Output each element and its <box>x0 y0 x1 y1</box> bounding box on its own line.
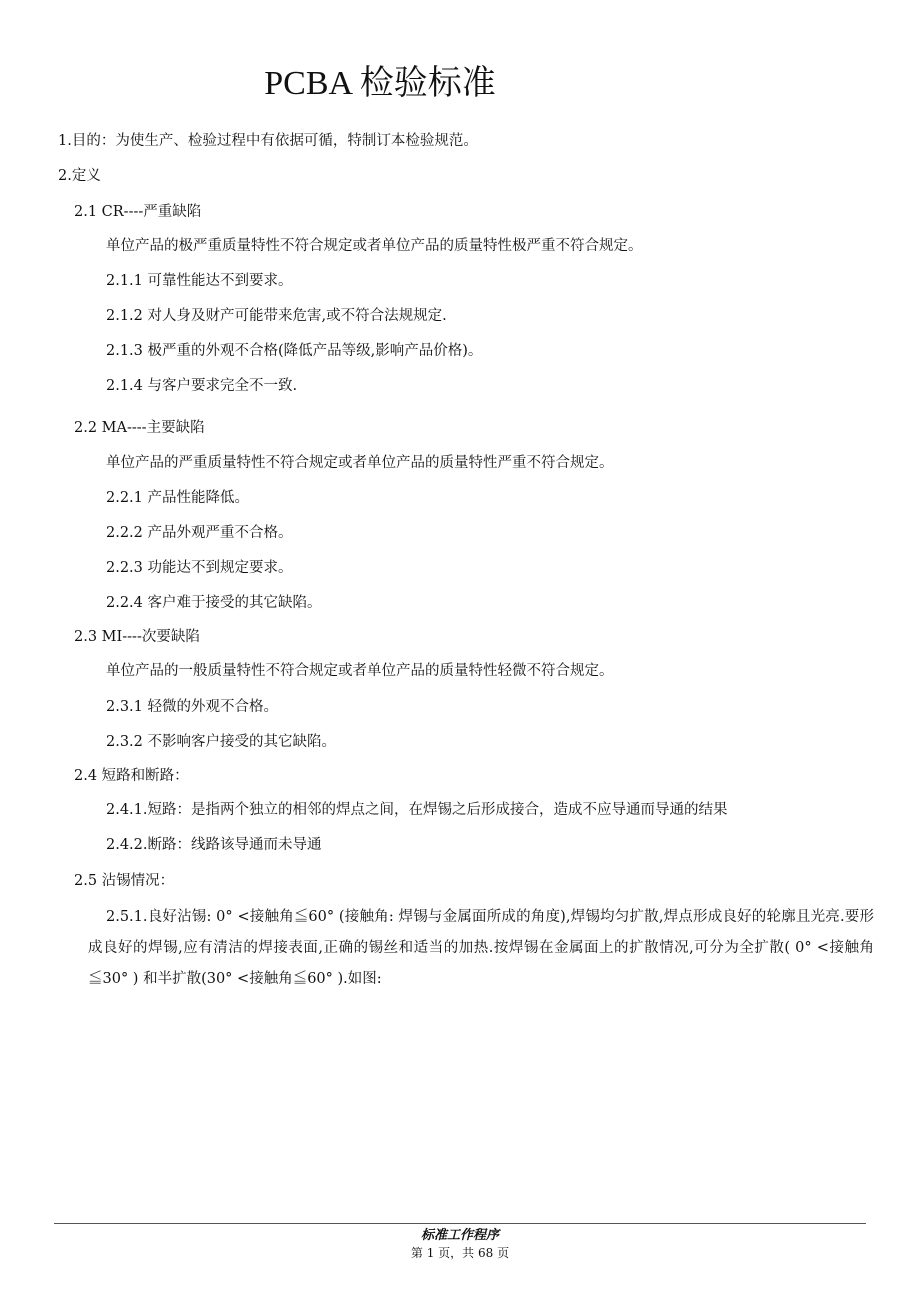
section-2-3-heading: 2.3 MI----次要缺陷 <box>74 629 200 645</box>
list-item: 2.3.2 不影响客户接受的其它缺陷。 <box>106 734 337 750</box>
list-item: 2.2.2 产品外观严重不合格。 <box>106 525 293 541</box>
section-2-2-desc: 单位产品的严重质量特性不符合规定或者单位产品的质量特性严重不符合规定。 <box>106 455 614 471</box>
section-2-5-paragraph: 2.5.1.良好沾锡: 0° <接触角≦60° (接触角: 焊锡与金属面所成的角度),焊锡均匀扩散,焊点形成良好的轮廓且光亮.要形成良好的焊锡,应有清洁的焊接表面,正确的锡丝和适当的加热.按焊锡在金属面上的扩散情况,可分为全扩散( 0° <接触角≦30° ) 和半扩散(30° <接触角≦60° ).如图: <box>88 909 874 987</box>
list-item: 2.1.3 极严重的外观不合格(降低产品等级,影响产品价格)。 <box>106 343 483 359</box>
list-item: 2.4.2.断路：线路该导通而未导通 <box>106 837 322 853</box>
list-item: 2.3.1 轻微的外观不合格。 <box>106 699 279 715</box>
list-item: 2.1.4 与客户要求完全不一致. <box>106 378 298 394</box>
list-item: 2.1.1 可靠性能达不到要求。 <box>106 273 293 289</box>
list-item: 2.2.4 客户难于接受的其它缺陷。 <box>106 595 322 611</box>
footer-divider <box>54 1223 866 1224</box>
footer-page-number: 第 1 页，共 68 页 <box>410 1246 510 1260</box>
footer-title: 标准工作程序 <box>420 1228 499 1243</box>
list-item: 2.1.2 对人身及财产可能带来危害,或不符合法规规定. <box>106 308 447 324</box>
section-2-2-heading: 2.2 MA----主要缺陷 <box>74 420 205 436</box>
section-1-purpose: 1.目的：为使生产、检验过程中有依据可循，特制订本检验规范。 <box>58 133 478 149</box>
section-2-1-desc: 单位产品的极严重质量特性不符合规定或者单位产品的质量特性极严重不符合规定。 <box>106 238 643 254</box>
section-2-3-desc: 单位产品的一般质量特性不符合规定或者单位产品的质量特性轻微不符合规定。 <box>106 663 614 679</box>
section-2-1-heading: 2.1 CR----严重缺陷 <box>74 204 202 220</box>
page-title: PCBA 检验标准 <box>264 65 496 102</box>
section-2-5-heading: 2.5 沾锡情况： <box>74 873 175 889</box>
section-2-heading: 2.定义 <box>58 168 101 184</box>
list-item: 2.4.1.短路：是指两个独立的相邻的焊点之间，在焊锡之后形成接合，造成不应导通而导通的结果 <box>106 802 728 818</box>
list-item: 2.2.1 产品性能降低。 <box>106 490 250 506</box>
list-item: 2.2.3 功能达不到规定要求。 <box>106 560 293 576</box>
section-2-4-heading: 2.4 短路和断路： <box>74 768 189 784</box>
